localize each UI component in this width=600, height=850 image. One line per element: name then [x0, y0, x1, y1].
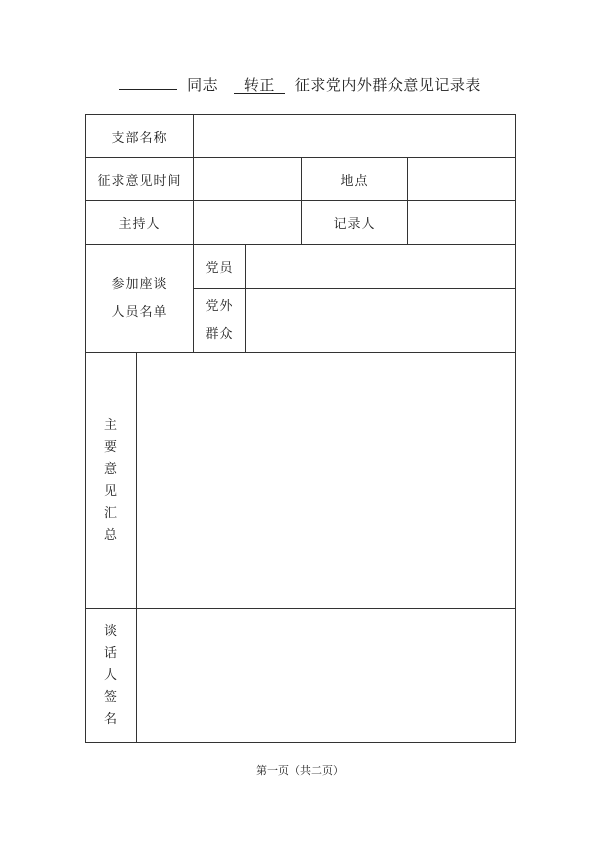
party-members-label-text: 党员	[205, 261, 234, 276]
time-label-text: 征求意见时间	[97, 173, 182, 189]
signature-value[interactable]	[136, 608, 516, 743]
location-label	[301, 157, 408, 201]
non-party-value[interactable]	[245, 288, 516, 353]
main-opinions-char: 意	[103, 461, 118, 477]
main-opinions-char: 要	[103, 439, 118, 455]
branch-name-value[interactable]	[193, 114, 516, 158]
name-blank-line	[119, 75, 177, 90]
host-label-text: 主持人	[118, 217, 161, 232]
attendees-label	[85, 244, 194, 353]
non-party-label-line2: 群众	[205, 326, 234, 342]
time-value[interactable]	[193, 157, 302, 201]
party-members-value[interactable]	[245, 244, 516, 289]
main-opinions-char: 见	[103, 483, 118, 499]
page-number: 第一页（共二页）	[256, 764, 344, 777]
recorder-label-text: 记录人	[333, 217, 376, 232]
signature-char: 名	[103, 711, 118, 727]
signature-char: 人	[103, 667, 118, 683]
non-party-label	[193, 288, 246, 353]
main-opinions-label	[85, 352, 137, 609]
title-suffix: 征求党内外群众意见记录表	[294, 76, 481, 94]
time-label	[85, 157, 194, 201]
location-value[interactable]	[407, 157, 516, 201]
form-title	[0, 74, 600, 95]
signature-char: 话	[103, 645, 118, 661]
host-value[interactable]	[193, 200, 302, 245]
recorder-label	[301, 200, 408, 245]
attendees-label-line2: 人员名单	[111, 304, 168, 320]
attendees-label-line1: 参加座谈	[111, 276, 168, 292]
non-party-label-line1: 党外	[205, 298, 234, 314]
comrade-text: 同志	[187, 76, 219, 94]
main-opinions-char: 总	[103, 527, 118, 543]
recorder-value[interactable]	[407, 200, 516, 245]
branch-name-label-text: 支部名称	[111, 130, 168, 146]
main-opinions-value[interactable]	[136, 352, 516, 609]
branch-name-label	[85, 114, 194, 158]
signature-label	[85, 608, 137, 743]
signature-char: 签	[103, 689, 118, 705]
host-label	[85, 200, 194, 245]
signature-char: 谈	[103, 623, 118, 639]
location-label-text: 地点	[340, 173, 369, 189]
party-members-label	[193, 244, 246, 289]
status-underlined: 转正	[234, 78, 285, 94]
main-opinions-char: 汇	[103, 505, 118, 521]
main-opinions-char: 主	[103, 417, 118, 433]
